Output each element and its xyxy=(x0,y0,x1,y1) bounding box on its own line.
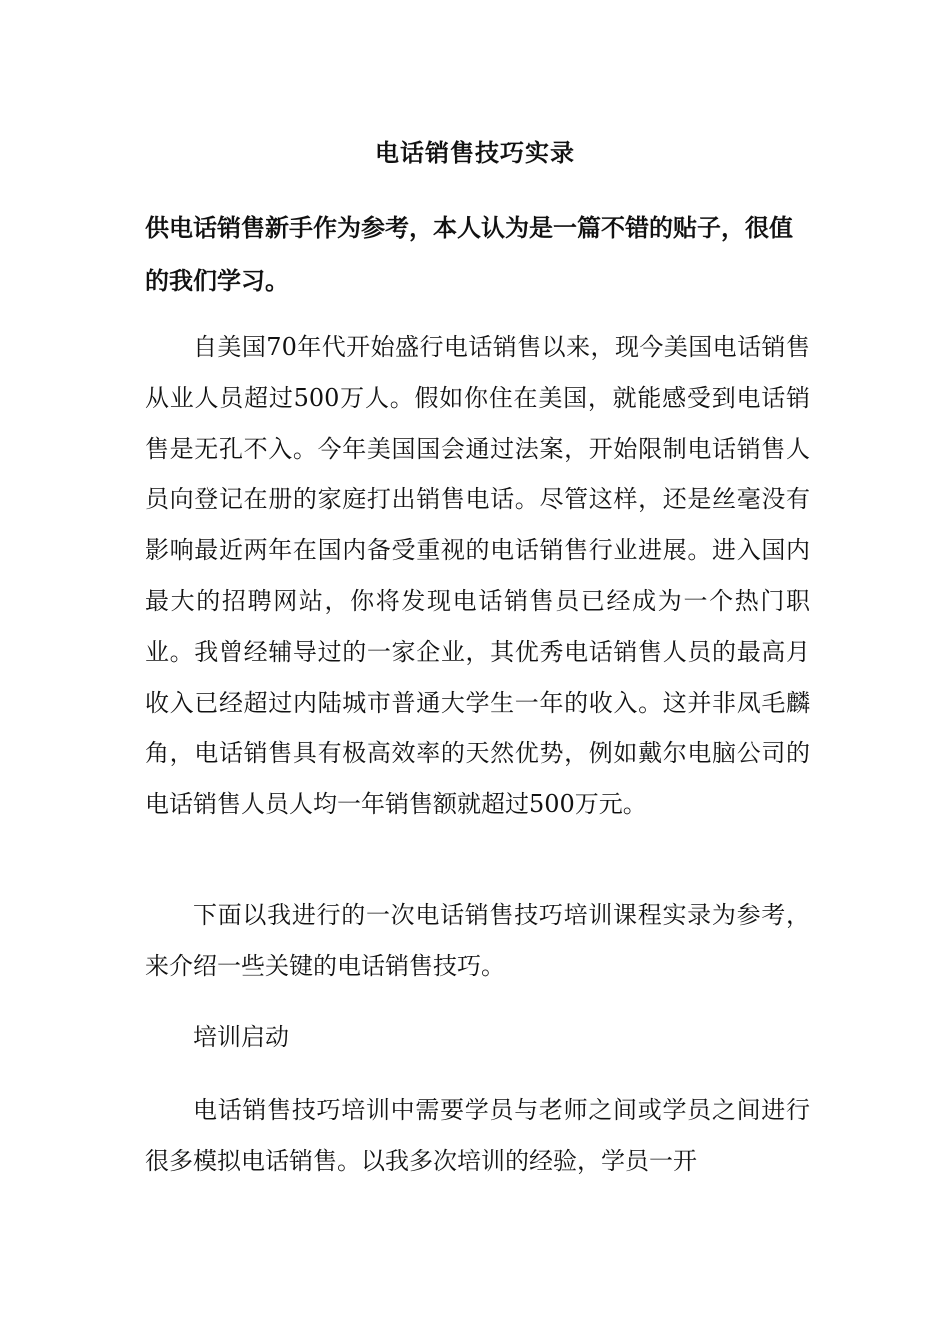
body-paragraph-1: 自美国70年代开始盛行电话销售以来，现今美国电话销售从业人员超过500万人。假如你住在美国，就能感受到电话销售是无孔不入。今年美国国会通过法案，开始限制电话销售人员向登记在册的家庭打出销售电话。尽管这样，还是丝毫没有影响最近两年在国内备受重视的电话销售行业进展。进入国内最大的招聘网站，你将发现电话销售员已经成为一个热门职业。我曾经辅导过的一家企业，其优秀电话销售人员的最高月收入已经超过内陆城市普通大学生一年的收入。这并非凤毛麟角，电话销售具有极高效率的天然优势，例如戴尔电脑公司的电话销售人员人均一年销售额就超过500万元。 xyxy=(145,333,810,819)
body-paragraph-3: 电话销售技巧培训中需要学员与老师之间或学员之间进行很多模拟电话销售。以我多次培训的经验，学员一开 xyxy=(145,1096,810,1175)
body-paragraph-2: 下面以我进行的一次电话销售技巧培训课程实录为参考，来介绍一些关键的电话销售技巧。 xyxy=(145,901,810,980)
document-title: 电话销售技巧实录 xyxy=(375,138,575,167)
section-heading-training-start: 培训启动 xyxy=(193,1023,289,1051)
intro-paragraph: 供电话销售新手作为参考，本人认为是一篇不错的贴子，很值的我们学习。 xyxy=(145,213,793,295)
